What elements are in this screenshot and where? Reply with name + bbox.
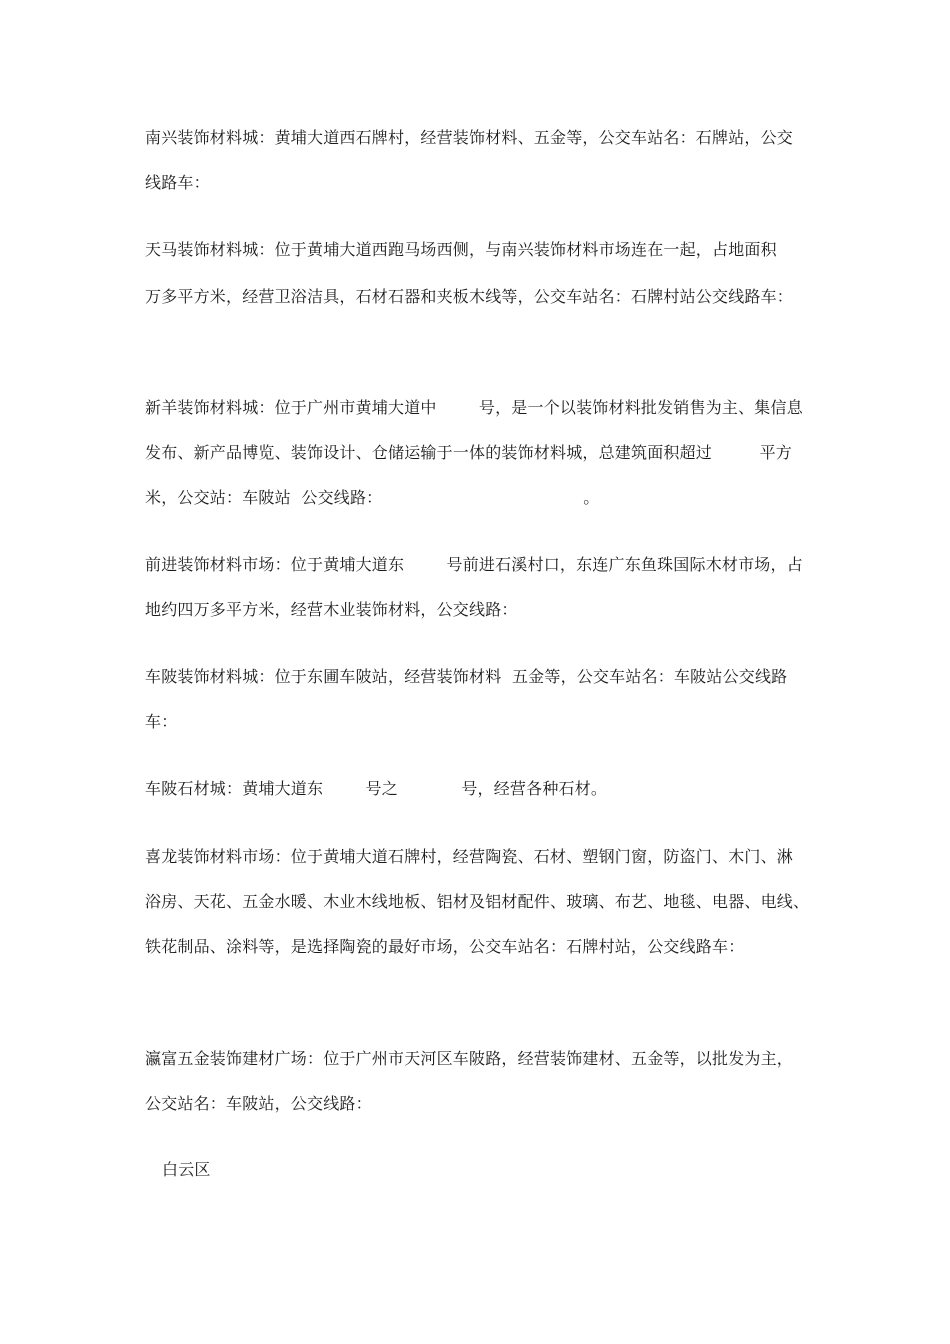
paragraph-2-line-1: 天马装饰材料城：位于黄埔大道西跑马场西侧，与南兴装饰材料市场连在一起，占地面积 [145, 240, 777, 259]
paragraph-7-line-1: 喜龙装饰材料市场：位于黄埔大道石牌村，经营陶瓷、石材、塑钢门窗，防盗门、木门、淋 [145, 847, 794, 866]
paragraph-6-line-1: 车陂石材城：黄埔大道东 号之 号，经营各种石材。 [145, 779, 608, 798]
paragraph-3-line-1: 新羊装饰材料城：位于广州市黄埔大道中 号，是一个以装饰材料批发销售为主、集信息 [145, 398, 803, 417]
paragraph-4-line-2: 地约四万多平方米，经营木业装饰材料，公交线路： [145, 600, 518, 619]
paragraph-3-line-2: 发布、新产品博览、装饰设计、仓储运输于一体的装饰材料城，总建筑面积超过 平方 [145, 443, 792, 462]
paragraph-7-line-3: 铁花制品、涂料等，是选择陶瓷的最好市场，公交车站名：石牌村站，公交线路车： [145, 937, 745, 956]
paragraph-5-line-1: 车陂装饰材料城：位于东圃车陂站，经营装饰材料 五金等，公交车站名：车陂站公交线路 [145, 667, 788, 686]
paragraph-1-line-1: 南兴装饰材料城：黄埔大道西石牌村，经营装饰材料、五金等，公交车站名：石牌站，公交 [145, 128, 794, 147]
paragraph-2-line-2: 万多平方米，经营卫浴洁具，石材石器和夹板木线等，公交车站名：石牌村站公交线路车： [145, 287, 794, 306]
paragraph-3-line-3: 米，公交站：车陂站 公交线路： 。 [145, 488, 600, 507]
section-label-baiyun: 白云区 [162, 1160, 211, 1179]
paragraph-8-line-1: 瀛富五金装饰建材广场：位于广州市天河区车陂路，经营装饰建材、五金等，以批发为主， [145, 1049, 794, 1068]
paragraph-4-line-1: 前进装饰材料市场：位于黄埔大道东 号前进石溪村口，东连广东鱼珠国际木材市场，占 [145, 555, 803, 574]
paragraph-5-line-2: 车： [145, 712, 178, 731]
paragraph-7-line-2: 浴房、天花、五金水暖、木业木线地板、铝材及铝材配件、玻璃、布艺、地毯、电器、电线、 [145, 892, 810, 911]
paragraph-1-line-2: 线路车： [145, 173, 210, 192]
paragraph-8-line-2: 公交站名：车陂站，公交线路： [145, 1094, 372, 1113]
